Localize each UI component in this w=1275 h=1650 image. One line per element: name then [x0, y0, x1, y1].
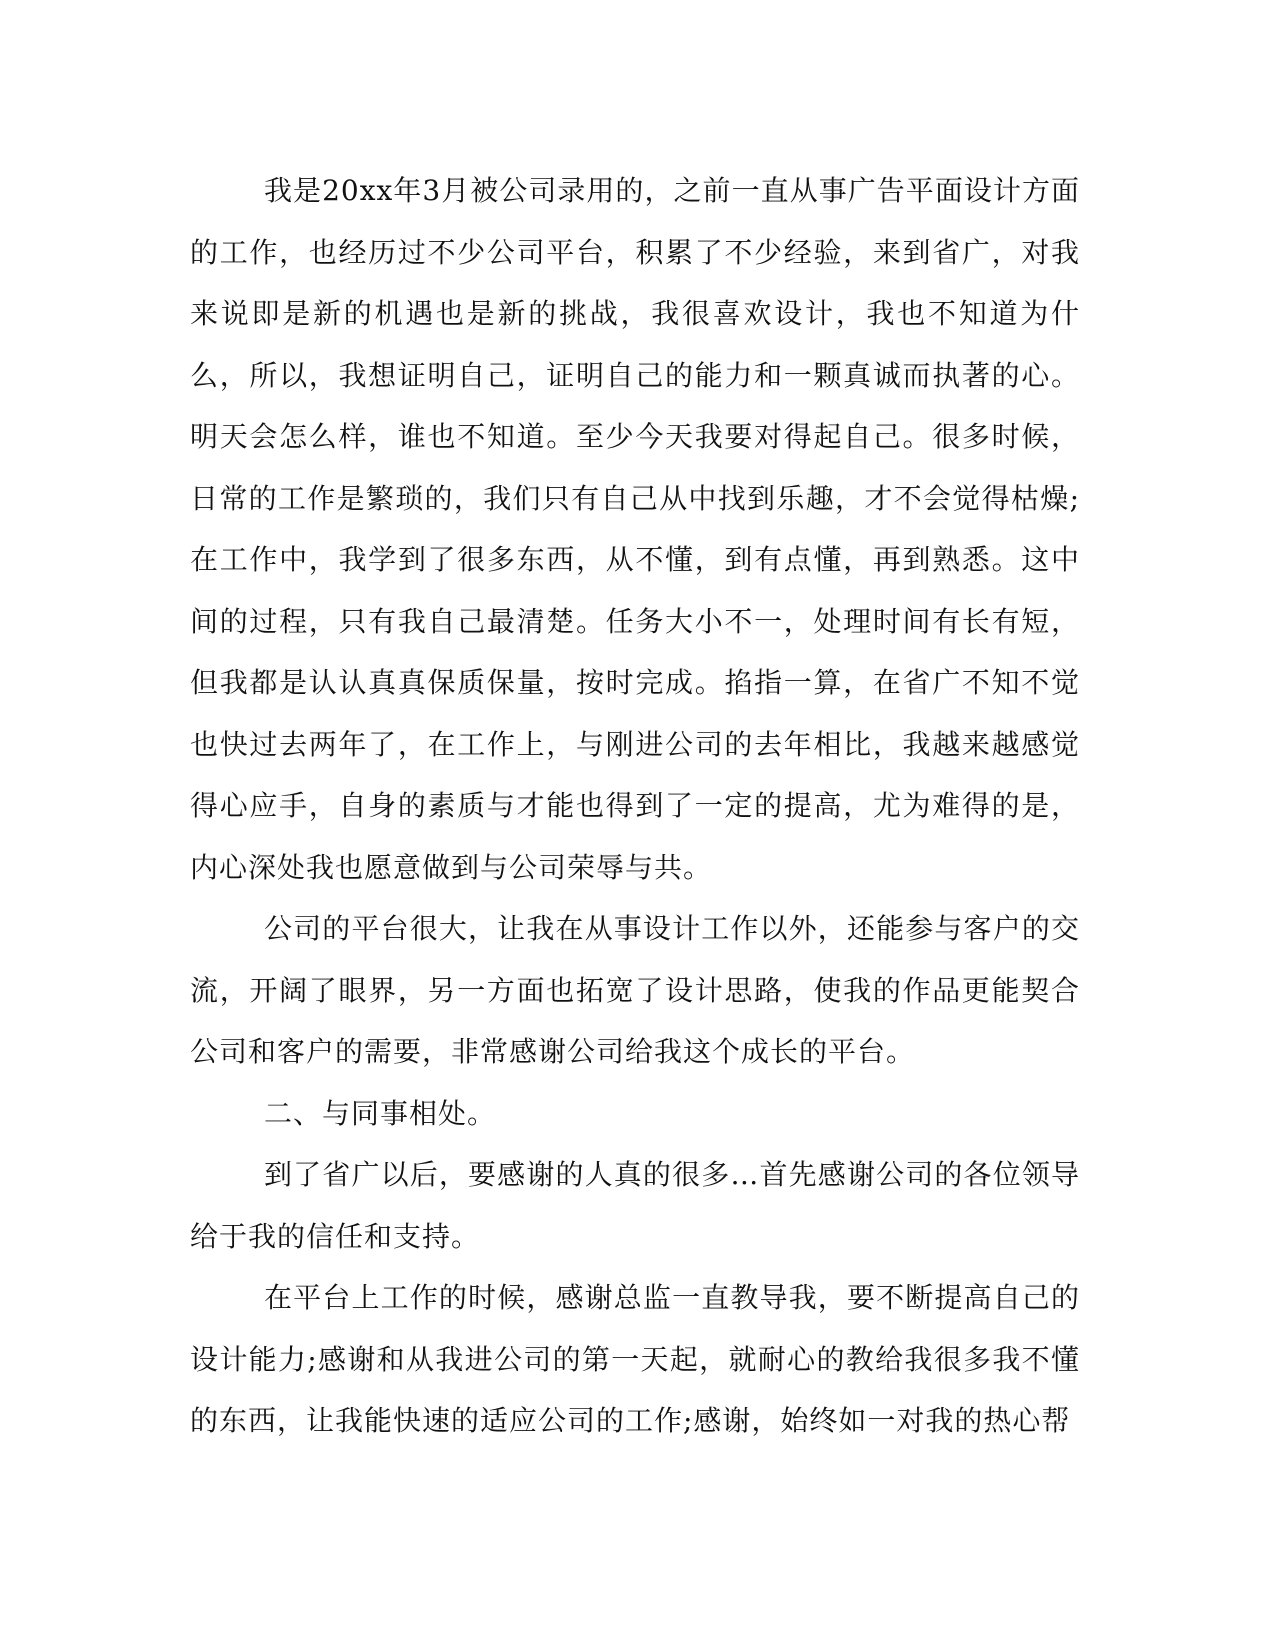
section-heading-colleagues: 二、与同事相处。 — [264, 1096, 497, 1130]
paragraph-thanks-leaders: 到了省广以后，要感谢的人真的很多…首先感谢公司的各位领导给于我的信任和支持。 — [190, 1158, 1080, 1253]
document-body — [190, 160, 1080, 1452]
paragraph-intro: 我是20xx年3月被公司录用的，之前一直从事广告平面设计方面的工作，也经历过不少公司平台，积累了不少经验，来到省广，对我来说即是新的机遇也是新的挑战，我很喜欢设计，我也不知道为什么，所以，我想证明自己，证明自己的能力和一颗真诚而执著的心。明天会怎么样，谁也不知道。至少今天我要对得起自己。很多时候，日常的工作是繁琐的，我们只有自己从中找到乐趣，才不会觉得枯燥;在工作中，我学到了很多东西，从不懂，到有点懂，再到熟悉。这中间的过程，只有我自己最清楚。任务大小不一，处理时间有长有短，但我都是认认真真保质保量，按时完成。掐指一算，在省广不知不觉也快过去两年了，在工作上，与刚进公司的去年相比，我越来越感觉得心应手，自身的素质与才能也得到了一定的提高，尤为难得的是，内心深处我也愿意做到与公司荣辱与共。 — [190, 174, 1080, 884]
paragraph-platform: 公司的平台很大，让我在从事设计工作以外，还能参与客户的交流，开阔了眼界，另一方面也拓宽了设计思路，使我的作品更能契合公司和客户的需要，非常感谢公司给我这个成长的平台。 — [190, 912, 1080, 1068]
paragraph-thanks-colleagues: 在平台上工作的时候，感谢总监一直教导我，要不断提高自己的设计能力;感谢和从我进公司的第一天起，就耐心的教给我很多我不懂的东西，让我能快速的适应公司的工作;感谢，始终如一对我的热心帮 — [190, 1281, 1080, 1437]
